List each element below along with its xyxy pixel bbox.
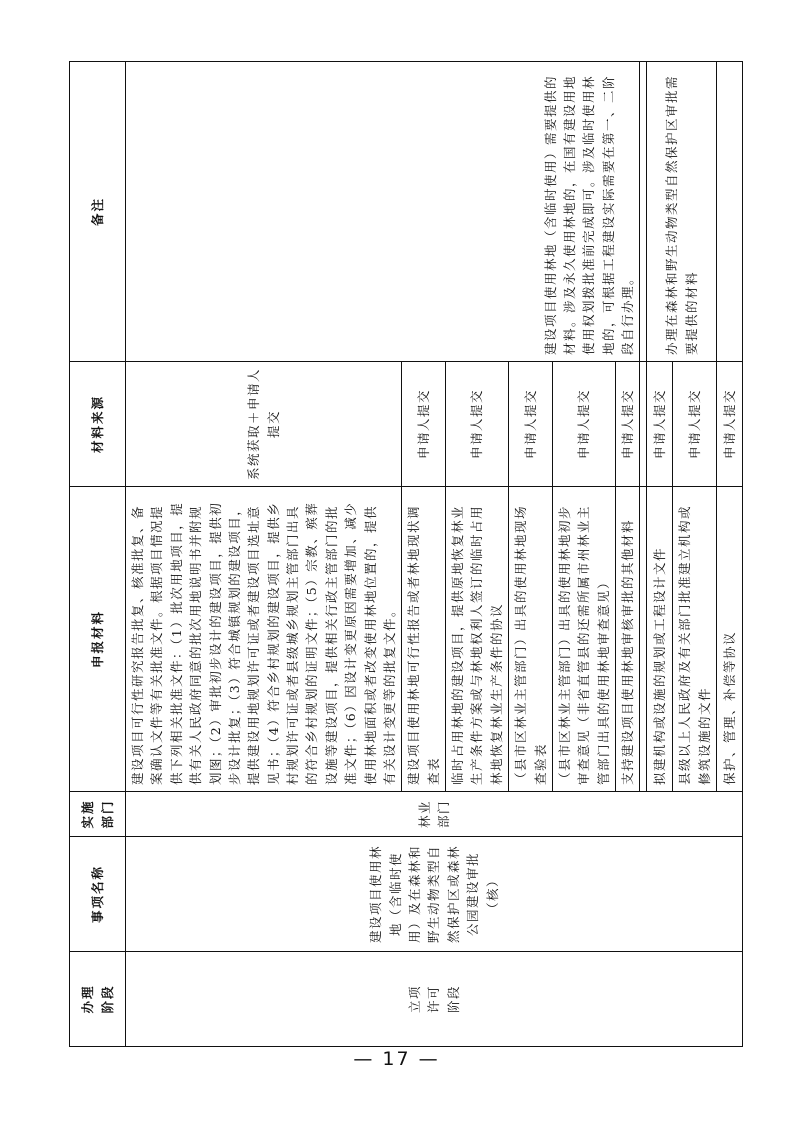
remark-cell-empty xyxy=(717,62,743,362)
material-cell: 保护、管理、补偿等协议 xyxy=(717,487,743,792)
material-cell: （县市区林业主管部门）出具的使用林地现场查验表 xyxy=(509,487,553,792)
rotated-table-page xyxy=(69,62,737,1047)
material-cell: 县级以上人民政府及有关部门批准建立机构或修筑设施的文件 xyxy=(673,487,717,792)
remark-cell: 建设项目使用林地（含临时使用）需要提供的材料。涉及永久使用林地的，在国有建设用地使用权划拨批准前完成即可。涉及临时使用林地的，可根据工程建设实际需要在第一、二阶段自行办理。 xyxy=(126,62,640,362)
spacer-cell xyxy=(640,487,647,792)
header-remark: 备注 xyxy=(70,62,126,362)
material-cell: 支持建设项目使用林地审核审批的其他材料 xyxy=(616,487,640,792)
material-cell: （县市区林业主管部门）出具的使用林地初步审查意见（非省直管县的还需所属市州林业主管部门出具的使用林地审查意见） xyxy=(552,487,615,792)
material-cell: 拟建机构或设施的规划或工程设计文件 xyxy=(647,487,673,792)
header-source: 材料来源 xyxy=(70,362,126,487)
material-cell: 临时占用林地的建设项目，提供原地恢复林业生产条件方案或与林地权利人签订的临时占用林地恢复林业生产条件的协议 xyxy=(446,487,509,792)
header-item: 事项名称 xyxy=(70,837,126,952)
header-material: 申报材料 xyxy=(70,487,126,792)
spacer-cell xyxy=(640,362,647,487)
spacer-cell xyxy=(640,62,647,362)
header-stage: 办理 阶段 xyxy=(70,952,126,1047)
header-dept: 实施 部门 xyxy=(70,792,126,837)
source-cell: 申请人提交 xyxy=(616,362,640,487)
table-header-row xyxy=(70,62,126,1047)
source-cell: 申请人提交 xyxy=(673,362,717,487)
source-cell: 系统获取＋申请人提交 xyxy=(126,362,402,487)
dept-cell: 林业部门 xyxy=(126,792,743,837)
stage-cell: 立项 许可 阶段 xyxy=(126,952,743,1047)
item-name-cell: 建设项目使用林地（含临时使用）及在森林和野生动物类型自然保护区或森林公园建设审批（核） xyxy=(126,837,743,952)
material-cell: 建设项目使用林地可行性报告或者林地现状调查表 xyxy=(402,487,446,792)
source-cell: 申请人提交 xyxy=(446,362,509,487)
source-cell: 申请人提交 xyxy=(647,362,673,487)
source-cell: 申请人提交 xyxy=(717,362,743,487)
material-cell: 建设项目可行性研究报告批复、核准批复、备案确认文件等有关批准文件。根据项目情况提供下列相关批准文件：（1）批次用地项目，提供有关人民政府同意的批次用地说明书并附规划图；（2）审批初步设计的建设项目，提供初步设计批复；（3）符合城镇规划的建设项目，提供建设用地规划许可证或者建设项目选址意见书；（4）符合乡村规划的建设项目，提供乡村规划许可证或者县级城乡规划主管部门出具的符合乡村规划的证明文件；（5）宗教、殡葬设施等建设项目，提供相关行政主管部门的批准文件；（6）因设计变更原因需要增加、减少使用林地面积或者改变使用林地位置的，提供有关设计变更等的批复文件。 xyxy=(126,487,402,792)
table-row xyxy=(126,62,402,1047)
materials-table xyxy=(69,61,743,1047)
source-cell: 申请人提交 xyxy=(402,362,446,487)
page-number: — 17 — xyxy=(353,1048,440,1070)
source-cell: 申请人提交 xyxy=(552,362,615,487)
remark-cell: 办理在森林和野生动物类型自然保护区审批需要提供的材料 xyxy=(647,62,717,362)
source-cell: 申请人提交 xyxy=(509,362,553,487)
